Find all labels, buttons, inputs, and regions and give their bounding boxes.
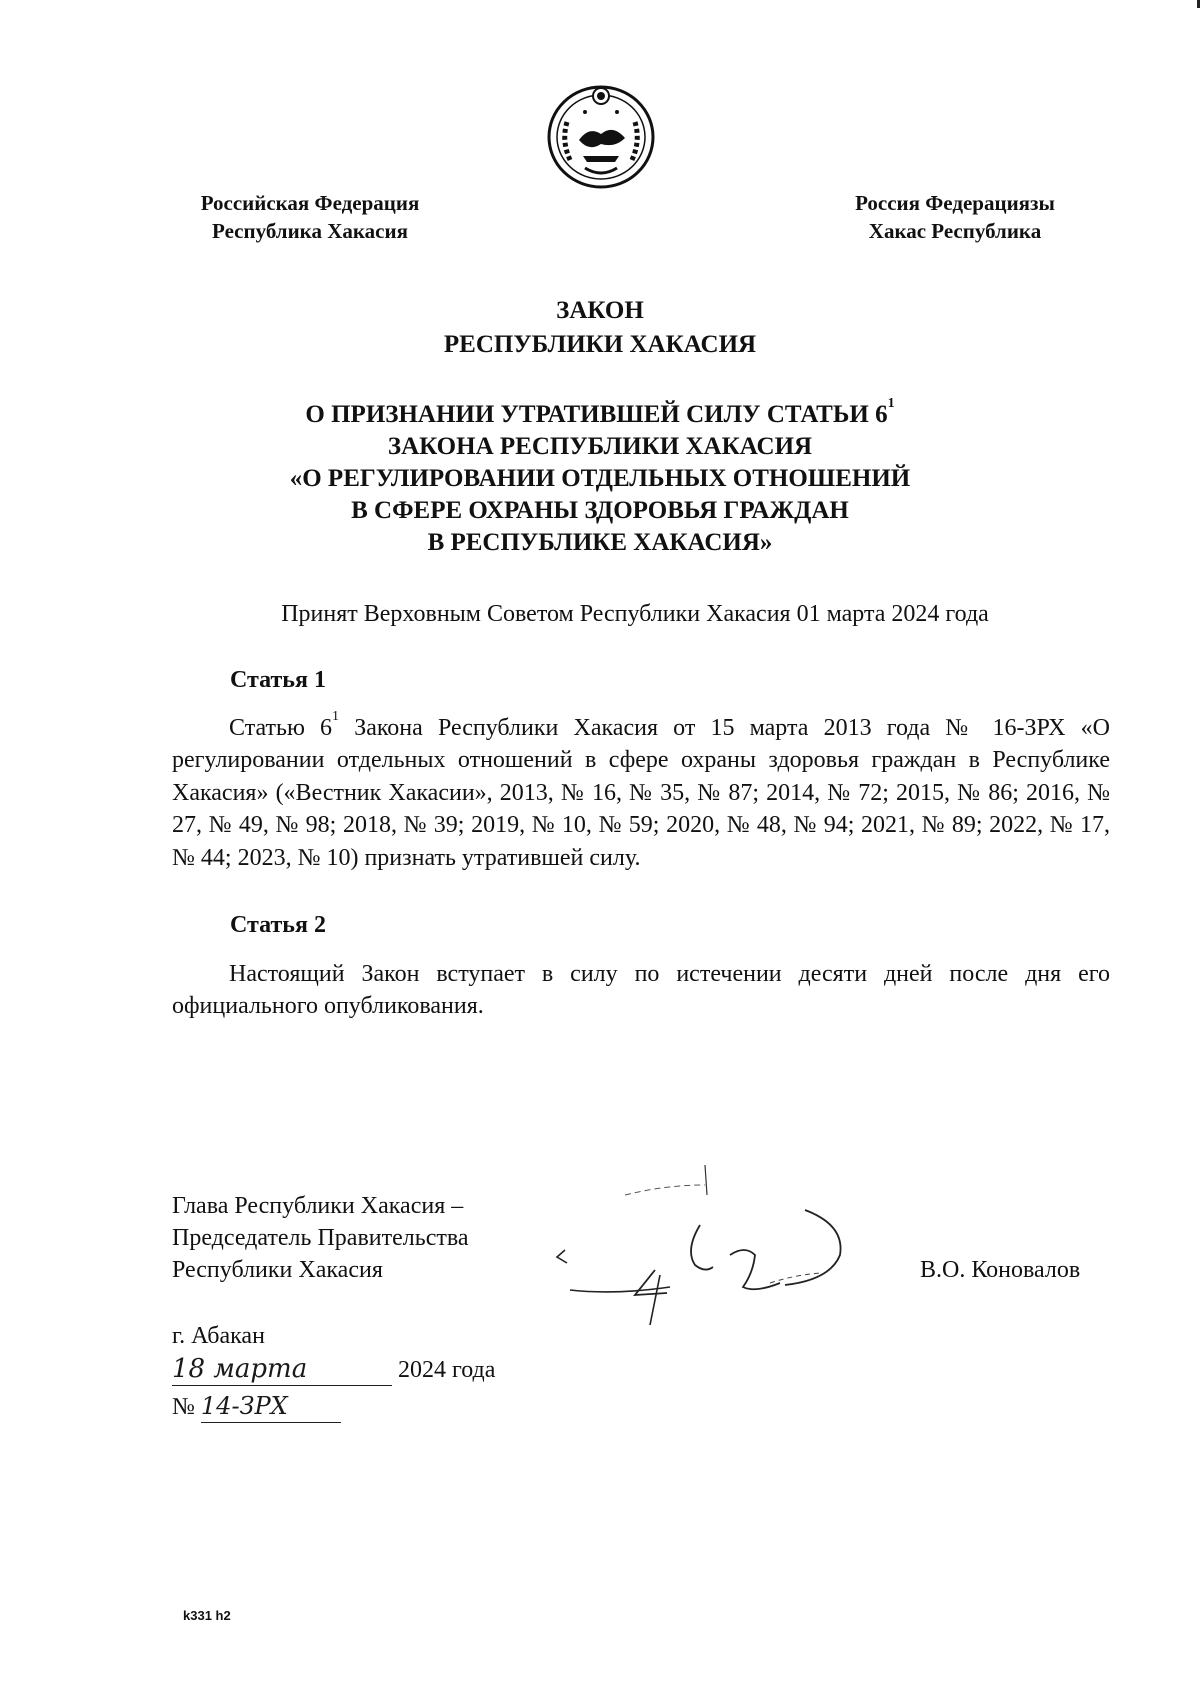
law-title-line-1: ЗАКОН <box>556 297 644 324</box>
law-subject <box>240 396 960 559</box>
signatory-name: В.О. Коновалов <box>920 1257 1081 1283</box>
subject-superscript: 1 <box>887 396 895 411</box>
date-year: 2024 года <box>392 1357 496 1383</box>
header-right <box>815 189 1095 245</box>
article-1-text-a: Статью 6 <box>229 715 333 741</box>
signatory-position-line-1: Глава Республики Хакасия – <box>172 1193 464 1219</box>
header-right-region: Хакас Республика <box>868 219 1042 243</box>
handwritten-law-number: 14-ЗРХ <box>201 1390 341 1423</box>
adoption-line: Принят Верховным Советом Республики Хакасия 01 марта 2024 года <box>281 601 989 627</box>
subject-line-1-text: О ПРИЗНАНИИ УТРАТИВШЕЙ СИЛУ СТАТЬИ 6 <box>305 401 888 428</box>
subject-line-3: «О РЕГУЛИРОВАНИИ ОТДЕЛЬНЫХ ОТНОШЕНИЙ <box>289 465 911 492</box>
signatory-position-line-3: Республики Хакасия <box>172 1257 383 1283</box>
article-2-text-body: Настоящий Закон вступает в силу по истечении десяти дней после дня его официального опубликования. <box>172 961 1110 1020</box>
footer-code: k331 h2 <box>183 1608 231 1623</box>
article-1-superscript: 1 <box>332 709 340 724</box>
date-line <box>172 1353 495 1386</box>
number-prefix: № <box>172 1394 201 1420</box>
article-1-heading: Статья 1 <box>230 667 326 693</box>
subject-line-1 <box>240 396 960 431</box>
article-2-text <box>172 958 1110 1023</box>
header-right-country: Россия Федерациязы <box>855 191 1055 215</box>
signatory-position <box>172 1190 572 1286</box>
article-2-heading: Статья 2 <box>230 912 326 938</box>
place-of-signing: г. Абакан <box>172 1323 265 1349</box>
signatory-position-line-2: Председатель Правительства <box>172 1225 469 1251</box>
article-1-text-b: Закона Республики Хакасия от 15 марта 2013 года № 16-ЗРХ «О регулировании отдельных отношений в сфере охраны здоровья граждан в Республике Хакасия» («Вестник Хакасии», 2013, № 16, № 35, № 87; 2014, № 72; 2015, № 86; 2016, № 27, № 49, № 98; 2018, № 39; 2019, № 10, № 59; 2020, № 48, № 94; 2021, № 89; 2022, № 17, № 44; 2023, № 10) признать утратившей силу. <box>172 715 1110 871</box>
law-number-line <box>172 1390 341 1423</box>
law-title <box>140 294 1060 362</box>
header-left-region: Республика Хакасия <box>212 219 408 243</box>
handwritten-signature <box>555 1155 900 1335</box>
article-1-text <box>172 709 1110 874</box>
subject-line-2: ЗАКОНА РЕСПУБЛИКИ ХАКАСИЯ <box>387 433 813 460</box>
coat-of-arms-icon <box>545 82 657 190</box>
law-title-line-2: РЕСПУБЛИКИ ХАКАСИЯ <box>443 331 757 358</box>
subject-line-5: В РЕСПУБЛИКЕ ХАКАСИЯ» <box>427 529 773 556</box>
subject-line-4: В СФЕРЕ ОХРАНЫ ЗДОРОВЬЯ ГРАЖДАН <box>351 497 849 524</box>
header-left <box>160 189 460 245</box>
handwritten-date: 18 марта <box>172 1353 392 1386</box>
header-left-country: Российская Федерация <box>200 191 420 215</box>
